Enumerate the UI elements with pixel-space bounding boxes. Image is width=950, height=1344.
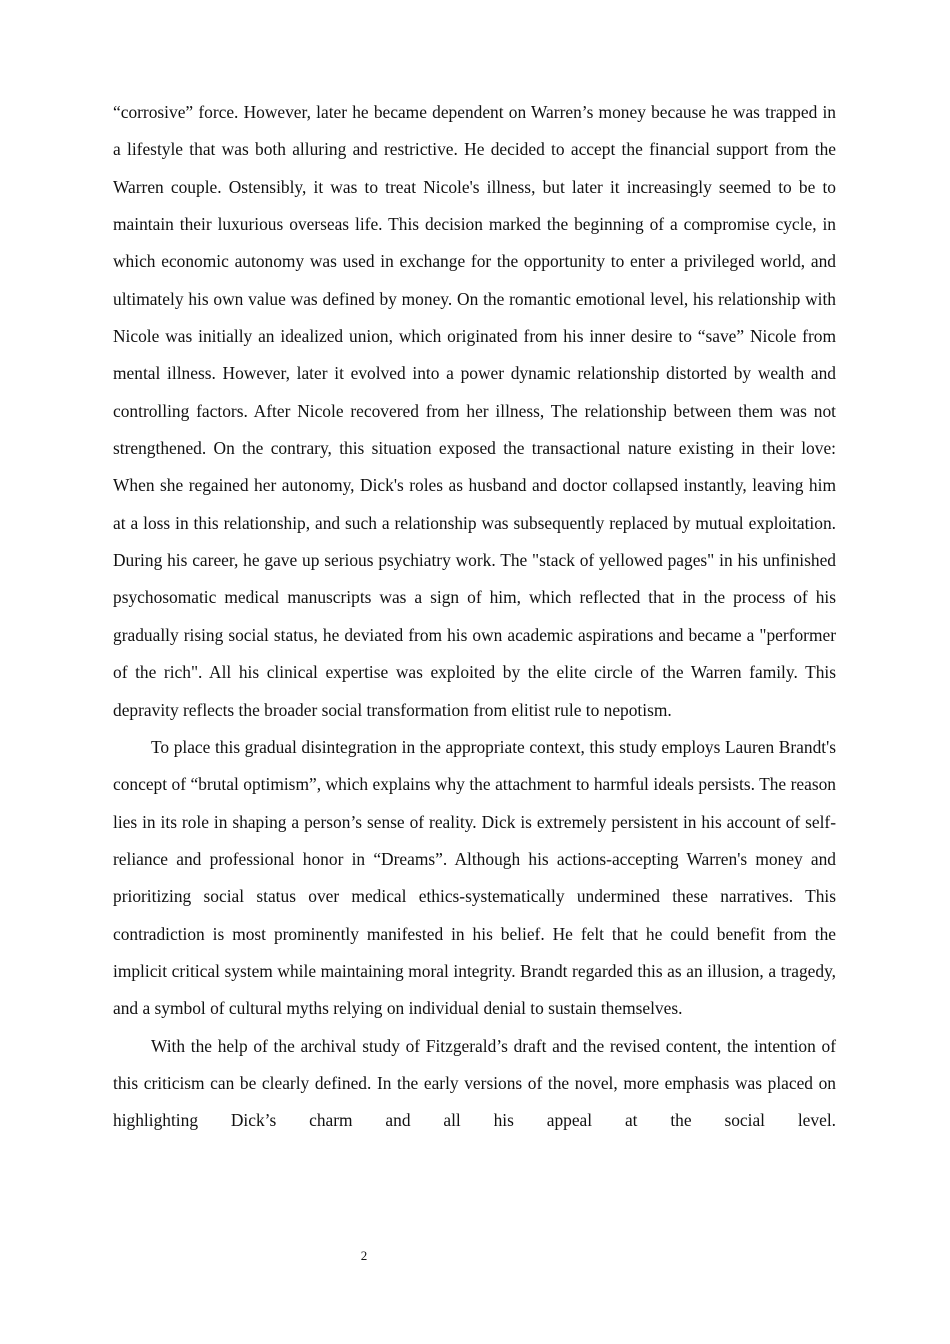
paragraph-archival-study: With the help of the archival study of Fitzgerald’s draft and the revised content, the intention of this criticism can be clearly defined. In the early versions of the novel, more emphasis was placed on highlighting Dick’s charm and all his appeal at the social level.	[113, 1035, 836, 1131]
page-number: 2	[360, 1248, 368, 1263]
body-text	[113, 94, 836, 1140]
paragraph-brutal-optimism: To place this gradual disintegration in the appropriate context, this study employs Lauren Brandt's concept of “brutal optimism”, which explains why the attachment to harmful ideals persists. The reason lies in its role in shaping a person’s sense of reality. Dick is extremely persistent in his account of self-reliance and professional honor in “Dreams”. Although his actions-accepting Warren's money and prioritizing social status over medical ethics-systematically undermined these narratives. This contradiction is most prominently manifested in his belief. He felt that he could benefit from the implicit critical system while maintaining moral integrity. Brandt regarded this as an illusion, a tragedy, and a symbol of cultural myths relying on individual denial to sustain themselves.	[113, 736, 836, 1019]
paragraph-continued: “corrosive” force. However, later he became dependent on Warren’s money because he was trapped in a lifestyle that was both alluring and restrictive. He decided to accept the financial support from the Warren couple. Ostensibly, it was to treat Nicole's illness, but later it increasingly seemed to be to maintain their luxurious overseas life. This decision marked the beginning of a compromise cycle, in which economic autonomy was used in exchange for the opportunity to enter a privileged world, and ultimately his own value was defined by money. On the romantic emotional level, his relationship with Nicole was initially an idealized union, which originated from his inner desire to “save” Nicole from mental illness. However, later it evolved into a power dynamic relationship distorted by wealth and controlling factors. After Nicole recovered from her illness, The relationship between them was not strengthened. On the contrary, this situation exposed the transactional nature existing in their love: When she regained her autonomy, Dick's roles as husband and doctor collapsed instantly, leaving him at a loss in this relationship, and such a relationship was subsequently replaced by mutual exploitation. During his career, he gave up serious psychiatry work. The "stack of yellowed pages" in his unfinished psychosomatic medical manuscripts was a sign of him, which reflected that in the process of his gradually rising social status, he deviated from his own academic aspirations and became a "performer of the rich". All his clinical expertise was exploited by the elite circle of the Warren family. This depravity reflects the broader social transformation from elitist rule to nepotism.	[113, 102, 836, 720]
